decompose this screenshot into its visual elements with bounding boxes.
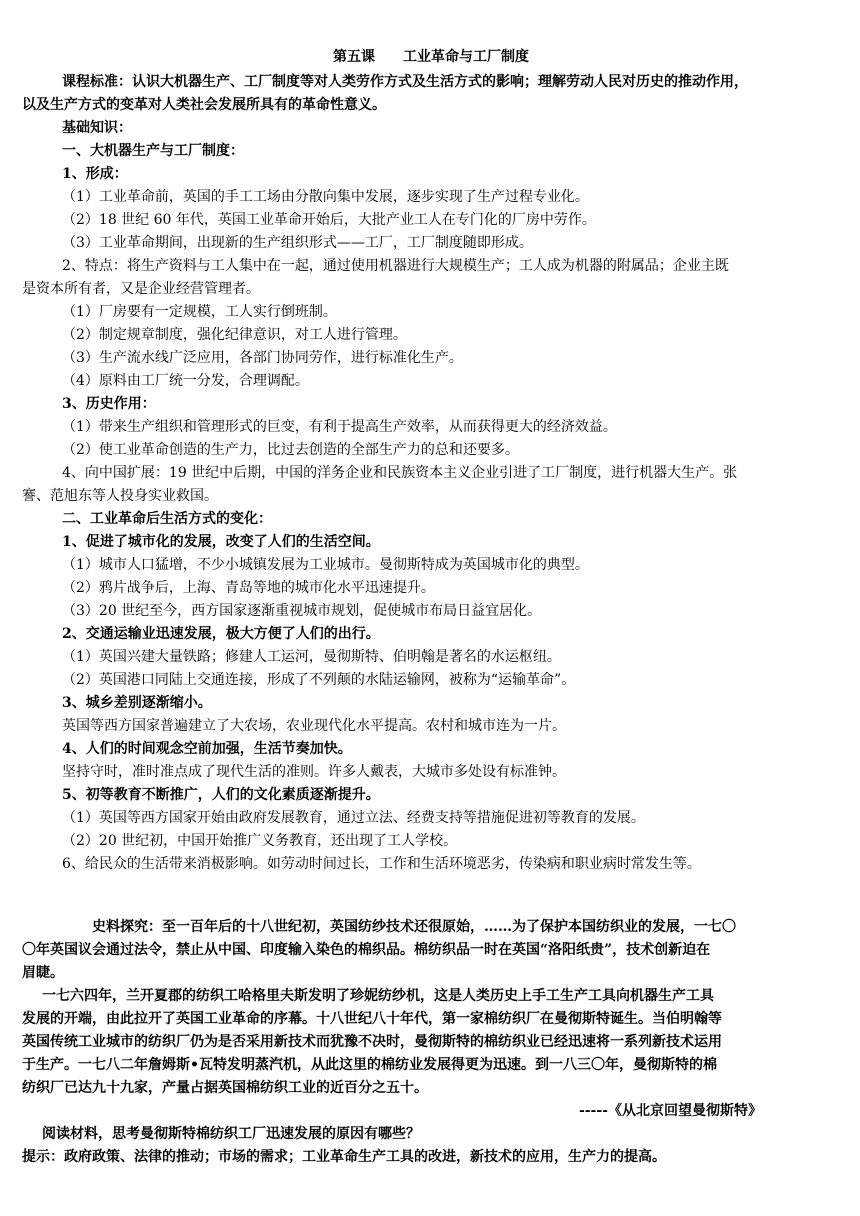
body-line: （3）生产流水线广泛应用，各部门协同劳作，进行标准化生产。 <box>62 350 463 366</box>
subsection-heading: 2、交通运输业迅速发展，极大方便了人们的出行。 <box>62 626 380 642</box>
body-line: （2）英国港口同陆上交通连接，形成了不列颠的水陆运输网，被称为“运输革命”。 <box>62 672 576 688</box>
body-line: （1）带来生产组织和管理形式的巨变，有利于提高生产效率，从而获得更大的经济效益。 <box>62 419 617 435</box>
body-line: 英国等西方国家普遍建立了大农场，农业现代化水平提高。农村和城市连为一片。 <box>62 718 566 734</box>
course-standard-line-2: 以及生产方式的变革对人类社会发展所具有的革命性意义。 <box>22 97 386 113</box>
source-exploration-line: 发展的开端，由此拉开了英国工业革命的序幕。十八世纪八十年代，第一家棉纺织厂在曼彻斯特诞生。当伯明翰等 <box>22 1011 722 1027</box>
section-2-heading: 二、工业革命后生活方式的变化： <box>62 511 272 527</box>
body-line: （2）18 世纪 60 年代，英国工业革命开始后，大批产业工人在专门化的厂房中劳作。 <box>62 212 596 228</box>
body-line: （1）厂房要有一定规模，工人实行倒班制。 <box>62 304 337 320</box>
subsection-heading: 3、城乡差别逐渐缩小。 <box>62 695 212 711</box>
source-exploration-line: 英国传统工业城市的纺织厂仍为是否采用新技术而犹豫不决时，曼彻斯特的棉纺织业已经迅速将一系列新技术运用 <box>22 1034 722 1050</box>
question-line: 阅读材料，思考曼彻斯特棉纺织工厂迅速发展的原因有哪些？ <box>42 1126 420 1142</box>
section-1-heading: 一、大机器生产与工厂制度： <box>62 143 244 159</box>
body-line: 是资本所有者，又是企业经营管理者。 <box>22 281 260 297</box>
body-line: 6、给民众的生活带来消极影响。如劳动时间过长，工作和生活环境恶劣，传染病和职业病时常发生等。 <box>62 856 701 872</box>
body-line: 4、向中国扩展：19 世纪中后期，中国的洋务企业和民族资本主义企业引进了工厂制度，进行机器大生产。张 <box>62 465 738 481</box>
body-line: 坚持守时，准时准点成了现代生活的准则。许多人戴表，大城市多处设有标准钟。 <box>62 764 566 780</box>
subsection-heading: 4、人们的时间观念空前加强，生活节奏加快。 <box>62 741 352 757</box>
course-standard-line-1: 课程标准：认识大机器生产、工厂制度等对人类劳作方式及生活方式的影响；理解劳动人民对历史的推动作用， <box>62 74 748 90</box>
body-line: （2）鸦片战争后，上海、青岛等地的城市化水平迅速提升。 <box>62 580 435 596</box>
body-line: （1）城市人口猛增，不少小城镇发展为工业城市。曼彻斯特成为英国城市化的典型。 <box>62 557 589 573</box>
source-exploration-line: 〇年英国议会通过法令，禁止从中国、印度输入染色的棉织品。棉纺织品一时在英国“洛阳纸贵”，技术创新迫在 <box>22 942 711 958</box>
source-citation: -----《从北京回望曼彻斯特》 <box>578 1103 762 1119</box>
body-line: （3）20 世纪至今，西方国家逐渐重视城市规划，促使城市布局日益宜居化。 <box>62 603 542 619</box>
source-exploration-line: 纺织厂已达九十九家，产量占据英国棉纺织工业的近百分之五十。 <box>22 1080 428 1096</box>
body-line: （1）英国兴建大量铁路；修建人工运河，曼彻斯特、伯明翰是著名的水运枢纽。 <box>62 649 561 665</box>
hint-line: 提示：政府政策、法律的推动；市场的需求；工业革命生产工具的改进，新技术的应用，生产力的提高。 <box>22 1149 666 1165</box>
subsection-heading: 5、初等教育不断推广，人们的文化素质逐渐提升。 <box>62 787 380 803</box>
subsection-heading: 3、历史作用： <box>62 396 156 412</box>
lesson-title: 第五课 工业革命与工厂制度 <box>333 49 529 65</box>
source-exploration-line: 于生产。一七八二年詹姆斯•瓦特发明蒸汽机，从此这里的棉纺业发展得更为迅速。到一八三〇年，曼彻斯特的棉 <box>22 1057 717 1073</box>
body-line: （4）原料由工厂统一分发，合理调配。 <box>62 373 309 389</box>
body-line: （2）制定规章制度，强化纪律意识，对工人进行管理。 <box>62 327 407 343</box>
source-exploration-line: 一七六四年，兰开夏郡的纺织工哈格里夫斯发明了珍妮纺纱机，这是人类历史上手工生产工具向机器生产工具 <box>42 988 714 1004</box>
body-line: 2、特点：将生产资料与工人集中在一起，通过使用机器进行大规模生产；工人成为机器的附属品；企业主既 <box>62 258 729 274</box>
body-line: （3）工业革命期间，出现新的生产组织形式——工厂，工厂制度随即形成。 <box>62 235 533 251</box>
source-exploration-line: 史料探究：至一百年后的十八世纪初，英国纺纱技术还很原始，……为了保护本国纺织业的发展，一七〇 <box>92 919 736 935</box>
body-line: 謇、范旭东等人投身实业救国。 <box>22 488 218 504</box>
source-exploration-line: 眉睫。 <box>22 965 64 981</box>
body-line: （1）工业革命前，英国的手工工场由分散向集中发展，逐步实现了生产过程专业化。 <box>62 189 589 205</box>
basic-knowledge-heading: 基础知识： <box>62 120 132 136</box>
body-line: （2）使工业革命创造的生产力，比过去创造的全部生产力的总和还要多。 <box>62 442 519 458</box>
subsection-heading: 1、形成： <box>62 166 128 182</box>
subsection-heading: 1、促进了城市化的发展，改变了人们的生活空间。 <box>62 534 380 550</box>
body-line: （1）英国等西方国家开始由政府发展教育，通过立法、经费支持等措施促进初等教育的发展。 <box>62 810 645 826</box>
body-line: （2）20 世纪初，中国开始推广义务教育，还出现了工人学校。 <box>62 833 458 849</box>
